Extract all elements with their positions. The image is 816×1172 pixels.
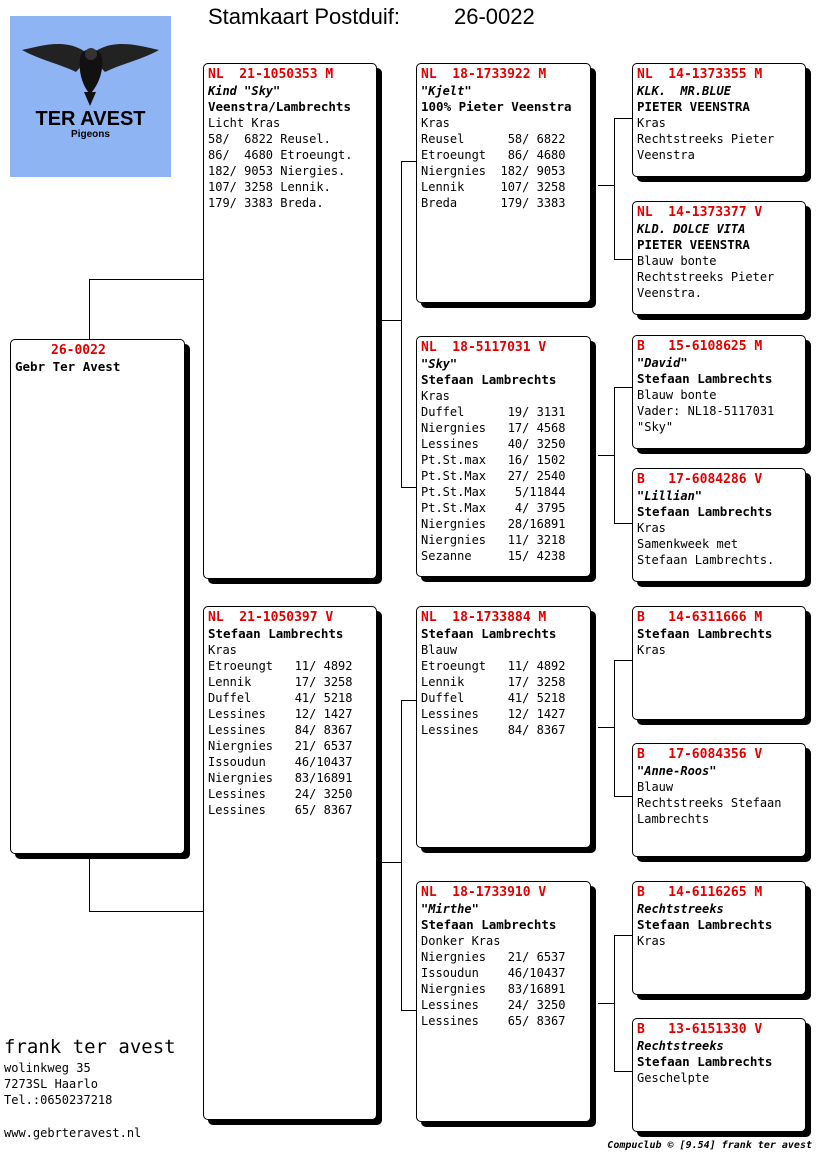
pigeon-card-mother[interactable] [203, 606, 377, 1120]
info-line: Kras [637, 116, 666, 130]
pigeon-card-mfm[interactable] [632, 743, 806, 857]
logo-subtext: Pigeons [71, 129, 110, 140]
website-link[interactable]: www.gebrteravest.nl [4, 1126, 142, 1140]
pigeon-card-fff[interactable] [632, 63, 806, 177]
info-line: Etroeungt 11/ 4892 [421, 659, 566, 673]
connector [614, 387, 615, 523]
ring-number: 26-0022 [51, 343, 106, 358]
breeder-name: Stefaan Lambrechts [637, 371, 773, 386]
ring-number: NL 21-1050353 M [208, 67, 334, 82]
owner-name: frank ter avest [4, 1036, 176, 1058]
breeder-name: Stefaan Lambrechts [637, 917, 773, 932]
pigeon-card-fmm[interactable] [632, 468, 806, 582]
connector [401, 487, 417, 488]
info-line: Lessines 24/ 3250 [421, 998, 566, 1012]
connector [614, 796, 632, 797]
pigeon-card-father[interactable] [203, 63, 377, 579]
pigeon-name: Rechtstreeks [637, 1039, 724, 1053]
info-line: Vader: NL18-5117031 [637, 404, 775, 418]
info-line: Blauw [421, 643, 458, 657]
info-line: Niergnies 28/16891 [421, 517, 566, 531]
pigeon-card-ffm[interactable] [632, 201, 806, 315]
info-line: Reusel 58/ 6822 [421, 132, 566, 146]
info-line: Lessines 40/ 3250 [421, 437, 566, 451]
ring-number: NL 18-1733884 M [421, 610, 547, 625]
pigeon-name: "David" [637, 356, 688, 370]
info-line: Niergnies 21/ 6537 [421, 950, 566, 964]
breeder-name: Stefaan Lambrechts [421, 917, 557, 932]
breeder-name: Stefaan Lambrechts [637, 504, 773, 519]
pigeon-card-root[interactable] [10, 339, 185, 854]
info-line: 182/ 9053 Niergies. [208, 164, 346, 178]
pigeon-card-mm[interactable] [416, 881, 591, 1122]
breeder-name: Stefaan Lambrechts [421, 626, 557, 641]
info-line: Kras [637, 934, 666, 948]
info-line: Rechtstreeks Pieter [637, 132, 775, 146]
info-line: Lessines 65/ 8367 [421, 1014, 566, 1028]
ring-number: NL 18-1733910 V [421, 885, 547, 900]
pigeon-card-mf[interactable] [416, 606, 591, 848]
ring-number: B 14-6311666 M [637, 610, 763, 625]
info-line: Niergnies 17/ 4568 [421, 421, 566, 435]
info-line: Kras [208, 643, 237, 657]
address-line: wolinkweg 35 [4, 1061, 91, 1075]
breeder-name: Veenstra/Lambrechts [208, 99, 351, 114]
pigeon-name: KLK. MR.BLUE [637, 84, 731, 98]
breeder-name: Stefaan Lambrechts [208, 626, 344, 641]
info-line: Niergnies 83/16891 [208, 771, 353, 785]
pigeon-card-mmf[interactable] [632, 881, 806, 995]
logo [10, 16, 171, 177]
info-line: Lambrechts [637, 812, 710, 826]
connector [598, 455, 614, 456]
info-line: Sezanne 15/ 4238 [421, 549, 566, 563]
connector [614, 118, 632, 119]
info-line: Kras [637, 643, 666, 657]
breeder-name: PIETER VEENSTRA [637, 99, 750, 114]
connector [89, 911, 204, 912]
info-line: 58/ 6822 Reusel. [208, 132, 331, 146]
pigeon-name: "Mirthe" [421, 902, 479, 916]
info-line: Lessines 24/ 3250 [208, 787, 353, 801]
ring-number: B 14-6116265 M [637, 885, 763, 900]
info-line: Rechtstreeks Stefaan [637, 796, 782, 810]
info-line: Donker Kras [421, 934, 501, 948]
info-line: Pt.St.Max 4/ 3795 [421, 501, 566, 515]
ring-number: B 17-6084356 V [637, 747, 763, 762]
connector [598, 185, 614, 186]
info-line: Pt.St.Max 5/11844 [421, 485, 566, 499]
title-id: 26-0022 [454, 4, 535, 29]
connector [401, 700, 417, 701]
info-line: Duffel 41/ 5218 [421, 691, 566, 705]
info-line: Kras [637, 521, 666, 535]
connector [598, 727, 614, 728]
pigeon-name: "Lillian" [637, 489, 703, 503]
ring-number: NL 14-1373355 M [637, 67, 763, 82]
info-line: Lessines 84/ 8367 [421, 723, 566, 737]
info-line: Samenkweek met [637, 537, 739, 551]
info-line: Niergnies 182/ 9053 [421, 164, 566, 178]
pigeon-icon [10, 16, 171, 116]
info-line: Niergnies 83/16891 [421, 982, 566, 996]
connector [401, 161, 402, 487]
connector [614, 935, 615, 1071]
connector [614, 387, 632, 388]
page-title [208, 4, 535, 30]
breeder-name: Stefaan Lambrechts [421, 372, 557, 387]
connector [598, 1003, 614, 1004]
info-line: Lennik 17/ 3258 [208, 675, 353, 689]
info-line: Etroeungt 86/ 4680 [421, 148, 566, 162]
info-line: "Sky" [637, 420, 674, 434]
info-line: Veenstra [637, 148, 695, 162]
info-line: Breda 179/ 3383 [421, 196, 566, 210]
info-line: 107/ 3258 Lennik. [208, 180, 331, 194]
info-line: Lennik 107/ 3258 [421, 180, 566, 194]
title-label: Stamkaart Postduif: [208, 4, 400, 29]
pigeon-name: KLD. DOLCE VITA [637, 222, 746, 236]
breeder-name: PIETER VEENSTRA [637, 237, 750, 252]
info-line: Issoudun 46/10437 [208, 755, 353, 769]
pigeon-name: "Kjelt" [421, 84, 472, 98]
pigeon-card-ff[interactable] [416, 63, 591, 303]
connector [89, 279, 90, 339]
connector [401, 161, 417, 162]
pigeon-card-mff[interactable] [632, 606, 806, 720]
info-line: Niergnies 21/ 6537 [208, 739, 353, 753]
info-line: Lennik 17/ 3258 [421, 675, 566, 689]
address-line: Tel.:0650237218 [4, 1093, 113, 1107]
info-line: Lessines 12/ 1427 [421, 707, 566, 721]
info-line: Lessines 12/ 1427 [208, 707, 353, 721]
info-line: 86/ 4680 Etroeungt. [208, 148, 353, 162]
info-line: Kras [421, 389, 450, 403]
connector [614, 935, 632, 936]
pigeon-name: Kind "Sky" [208, 84, 281, 98]
ring-number: B 15-6108625 M [637, 339, 763, 354]
info-line: Blauw [637, 780, 674, 794]
pigeon-card-mmm[interactable] [632, 1018, 806, 1132]
breeder-name: Stefaan Lambrechts [637, 1054, 773, 1069]
ring-number: NL 14-1373377 V [637, 205, 763, 220]
info-line: Lessines 84/ 8367 [208, 723, 353, 737]
ring-number: B 13-6151330 V [637, 1022, 763, 1037]
connector [376, 320, 401, 321]
connector [614, 523, 632, 524]
info-line: 179/ 3383 Breda. [208, 196, 324, 210]
breeder-name: Gebr Ter Avest [15, 359, 121, 374]
pigeon-name: "Sky" [421, 357, 458, 371]
info-line: Lessines 65/ 8367 [208, 803, 353, 817]
info-line: Duffel 19/ 3131 [421, 405, 566, 419]
info-line: Kras [421, 116, 450, 130]
info-line: Stefaan Lambrechts. [637, 553, 775, 567]
info-line: Geschelpte [637, 1071, 710, 1085]
info-line: Licht Kras [208, 116, 281, 130]
connector [614, 1071, 632, 1072]
connector [89, 854, 90, 912]
ring-number: NL 18-5117031 V [421, 340, 547, 355]
connector [89, 279, 204, 280]
ring-number: NL 21-1050397 V [208, 610, 334, 625]
breeder-name: 100% Pieter Veenstra [421, 99, 572, 114]
connector [376, 862, 401, 863]
credit-text: Compuclub © [9.54] frank ter avest [607, 1140, 812, 1151]
info-line: Veenstra. [637, 286, 703, 300]
connector [614, 660, 615, 796]
info-line: Duffel 41/ 5218 [208, 691, 353, 705]
pigeon-name: "Anne-Roos" [637, 764, 717, 778]
info-line: Rechtstreeks Pieter [637, 270, 775, 284]
info-line: Issoudun 46/10437 [421, 966, 566, 980]
info-line: Blauw bonte [637, 388, 717, 402]
info-line: Etroeungt 11/ 4892 [208, 659, 353, 673]
connector [401, 1010, 417, 1011]
breeder-name: Stefaan Lambrechts [637, 626, 773, 641]
info-line: Blauw bonte [637, 254, 717, 268]
ring-number: NL 18-1733922 M [421, 67, 547, 82]
connector [614, 660, 632, 661]
ring-number: B 17-6084286 V [637, 472, 763, 487]
info-line: Pt.St.max 16/ 1502 [421, 453, 566, 467]
logo-text: TER AVEST [35, 108, 146, 130]
connector [401, 700, 402, 1010]
info-line: Niergnies 11/ 3218 [421, 533, 566, 547]
pigeon-card-fmf[interactable] [632, 335, 806, 449]
connector [614, 259, 632, 260]
info-line: Pt.St.Max 27/ 2540 [421, 469, 566, 483]
connector [614, 118, 615, 259]
pigeon-card-fm[interactable] [416, 336, 591, 577]
pigeon-name: Rechtstreeks [637, 902, 724, 916]
address-line: 7273SL Haarlo [4, 1077, 98, 1091]
